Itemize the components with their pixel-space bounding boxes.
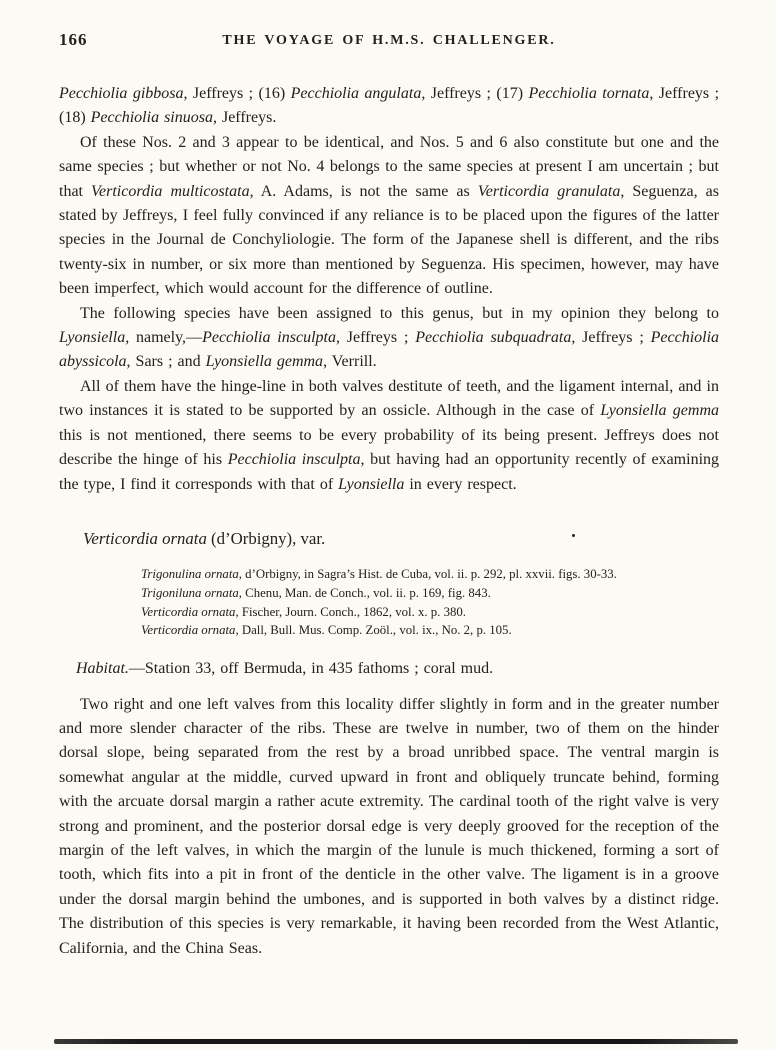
text-run: , Jeffreys ; (16) [183,85,291,102]
synonymy-line [141,603,719,622]
italic-text-run: Pecchiolia gibbosa [59,85,184,102]
italic-text-run: Lyonsiella gemma [600,402,719,420]
text-run: , Jeffreys. [212,109,277,127]
italic-text-run: Lyonsiella [338,475,405,493]
italic-text-run: Verticordia ornata [141,604,236,619]
italic-text-run: Verticordia ornata [141,623,236,638]
text-run: All of them have the hinge-line in both valves destitute of teeth, and the ligament internal, and in two instances it is stated to be supported by an ossicle. Although in the case of [59,377,719,420]
italic-text-run: Lyonsiella gemma [205,353,324,371]
synonymy-block [141,565,719,640]
text-run: , Sars ; and [126,353,206,371]
italic-text-run: Pecchiolia angulata [290,85,422,102]
paragraph-genus-reassignment [59,302,719,375]
italic-text-run: Pecchiolia insculpta [202,329,336,347]
running-title: THE VOYAGE OF H.M.S. CHALLENGER. [222,33,556,48]
text-run: , d’Orbigny, in Sagra’s Hist. de Cuba, vol. ii. p. 292, pl. xxvii. figs. 30-33. [238,566,617,581]
text-run: (d’Orbigny), var. [206,528,326,548]
text-run: , Chenu, Man. de Conch., vol. ii. p. 169, fig. 843. [238,585,491,600]
italic-text-run: Pecchiolia tornata [528,85,650,102]
italic-text-run: Pecchiolia subquadrata [415,329,572,347]
scan-edge-artifact [54,1039,738,1044]
italic-text-run: Verticordia granulata [477,182,621,200]
synonymy-line [141,565,719,584]
paragraph-species-discussion [59,131,719,302]
text-run: , Jeffreys ; [571,329,651,347]
habitat-line [59,657,719,681]
page-header [59,30,719,52]
text-run: in every respect. [404,475,517,493]
italic-text-run: Verticordia multicostata [91,182,250,200]
italic-text-run: Pecchiolia insculpta [227,451,361,469]
text-run: , Fischer, Journ. Conch., 1862, vol. x. p. 380. [235,604,466,619]
italic-text-run: Pecchiolia sinuosa [90,109,213,127]
italic-text-run: Trigonulina ornata [141,566,239,581]
italic-text-run: Lyonsiella [59,329,126,347]
italic-text-run: Habitat. [76,660,129,678]
text-run: , namely,— [125,329,203,347]
page-number: 166 [59,30,88,49]
text-run: , Jeffreys ; (17) [421,85,529,102]
text-run: Of these Nos. 2 and 3 appear to be identical, and Nos. 5 and 6 also constitute but one and the same species ; but whether or not No. 4 belongs to the same species at present I am uncertain ; but that [59,133,719,200]
paragraph-hinge-line [59,375,719,497]
italic-text-run: Verticordia ornata [83,528,207,548]
paragraph-species-list-continuation [59,82,719,131]
text-run: , A. Adams, is not the same as [249,182,478,200]
ink-speck-artifact [572,534,575,537]
text-run: Two right and one left valves from this locality differ slightly in form and in the greater number and more slender character of the ribs. These are twelve in number, two of them on the hinder dorsal slope, being separated from the rest by a broad unribbed space. The ventral margin is somewhat angular at the middle, curved upward in front and obliquely truncate behind, forming with the arcuate dorsal margin a rather acute extremity. The cardinal tooth of the right valve is very strong and prominent, and the posterior dorsal edge is very deeply grooved for the reception of the margin of the left valves, in which the margin of the lunule is much thickened, forming a sort of tooth, which fits into a pit in front of the denticle in the other valve. The ligament is in a groove under the dorsal margin behind the umbones, and is supported in both valves by a distinct ridge. The distribution of this species is very remarkable, it having been recorded from the West Atlantic, California, and the China Seas. [59,695,719,957]
text-run: , but having had an opportunity recently of examining the type, I find it corresponds with that of [59,451,720,493]
paragraph-description [59,693,719,961]
text-run: , Verrill. [323,353,377,371]
synonymy-line [141,621,719,640]
italic-text-run: Pecchiolia abyssicola [59,329,720,371]
italic-text-run: Trigoniluna ornata [141,585,239,600]
text-run: this is not mentioned, there seems to be every probability of its being present. Jeffreys does not describe the hinge of his [59,426,719,469]
synonymy-line [141,584,719,603]
text-run: The following species have been assigned to this genus, but in my opinion they belong to [80,304,719,322]
text-run: , Jeffreys ; [335,329,416,347]
text-run: , Seguenza, as stated by Jeffreys, I feel fully convinced if any reliance is to be placed upon the figures of the latter species in the Journal de Conchyliologie. The form of the Japanese shell is different, and the ribs twenty-six in number, or six more than mentioned by Seguenza. His specimen, however, may have been imperfect, which would account for the difference of outline. [59,182,720,298]
text-run: —Station 33, off Bermuda, in 435 fathoms ; coral mud. [128,660,494,678]
species-heading [83,527,719,551]
text-run: , Dall, Bull. Mus. Comp. Zoöl., vol. ix., No. 2, p. 105. [235,623,512,638]
text-run: , Jeffreys ; (18) [59,85,720,127]
